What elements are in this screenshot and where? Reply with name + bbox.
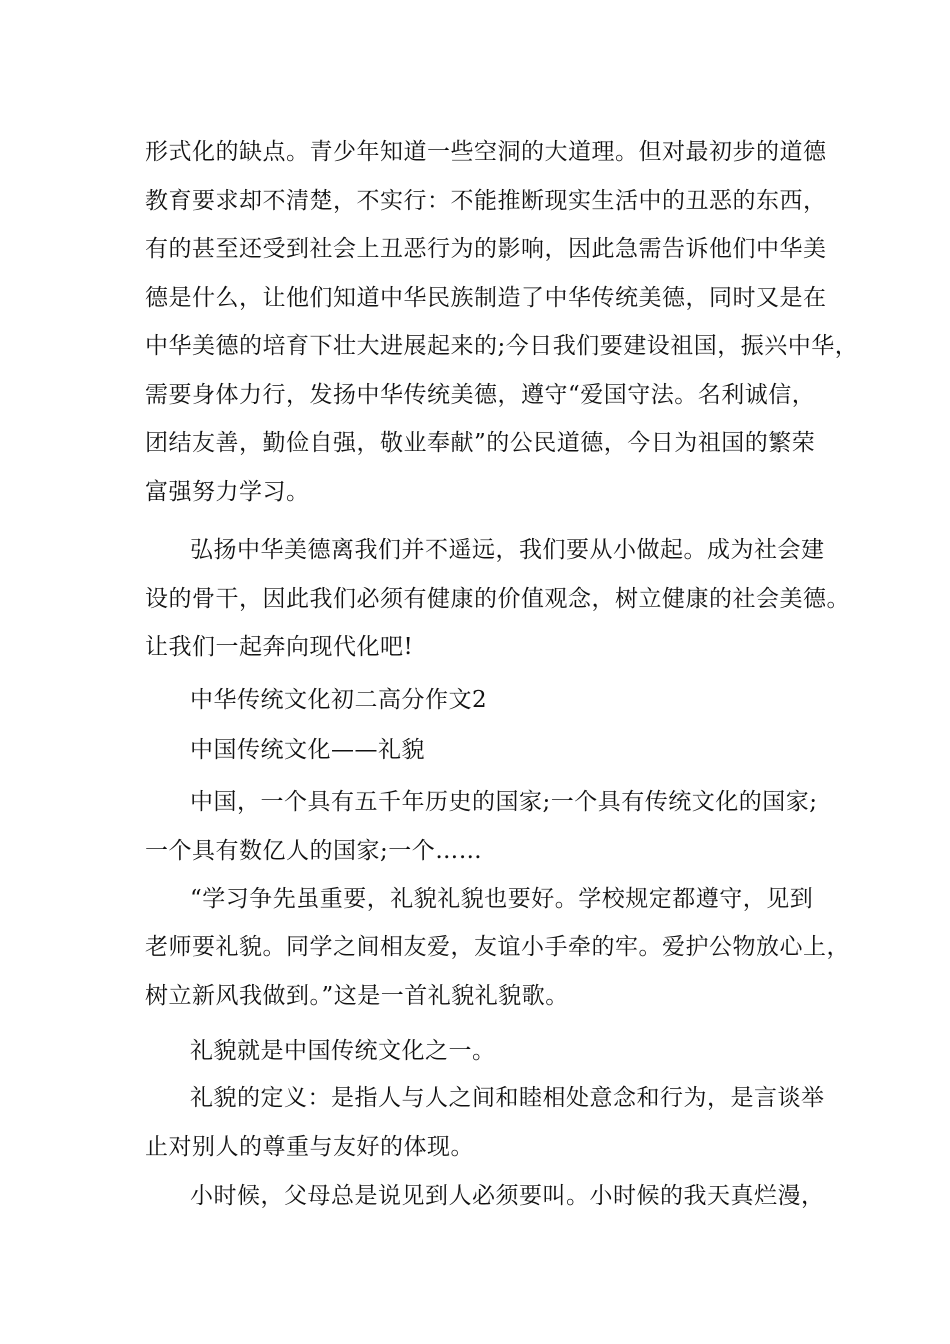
text-line: 教育要求却不清楚，不实行：不能推断现实生活中的丑恶的东西， [145, 188, 827, 214]
text-line: 中华美德的培育下壮大进展起来的;今日我们要建设祖国，振兴中华， [145, 333, 859, 359]
text-line: 让我们一起奔向现代化吧! [145, 634, 414, 660]
paragraph-start-line: 中国，一个具有五千年历史的国家;一个具有传统文化的国家; [190, 789, 818, 815]
paragraph-start-line: 礼貌就是中国传统文化之一。 [190, 1038, 496, 1064]
paragraph-start-line: “学习争先虽重要，礼貌礼貌也要好。学校规定都遵守，见到 [190, 886, 814, 912]
text-line: 老师要礼貌。同学之间相友爱，友谊小手牵的牢。爱护公物放心上， [145, 934, 850, 960]
text-line: 有的甚至还受到社会上丑恶行为的影响，因此急需告诉他们中华美 [145, 236, 827, 262]
text-line: 富强努力学习。 [145, 479, 310, 505]
paragraph-start-line: 小时候，父母总是说见到人必须要叫。小时候的我天真烂漫， [190, 1183, 825, 1209]
text-line: 一个具有数亿人的国家;一个…… [145, 838, 483, 864]
text-line: 需要身体力行，发扬中华传统美德，遵守“爱国守法。名利诚信， [145, 382, 816, 408]
paragraph-start-line: 礼貌的定义：是指人与人之间和睦相处意念和行为，是言谈举 [190, 1085, 825, 1111]
text-line: 树立新风我做到。”这是一首礼貌礼貌歌。 [145, 983, 569, 1009]
paragraph-start-line: 弘扬中华美德离我们并不遥远，我们要从小做起。成为社会建 [190, 537, 825, 563]
essay-title: 中国传统文化——礼貌 [190, 737, 425, 763]
text-line: 团结友善，勤俭自强，敬业奉献”的公民道德，今日为祖国的繁荣 [145, 430, 816, 456]
text-line: 形式化的缺点。青少年知道一些空洞的大道理。但对最初步的道德 [145, 139, 827, 165]
text-line: 止对别人的尊重与友好的体现。 [145, 1134, 474, 1160]
text-line: 设的骨干，因此我们必须有健康的价值观念，树立健康的社会美德。 [145, 586, 850, 612]
text-line: 德是什么，让他们知道中华民族制造了中华传统美德，同时又是在 [145, 285, 827, 311]
section-title: 中华传统文化初二高分作文2 [190, 687, 488, 713]
